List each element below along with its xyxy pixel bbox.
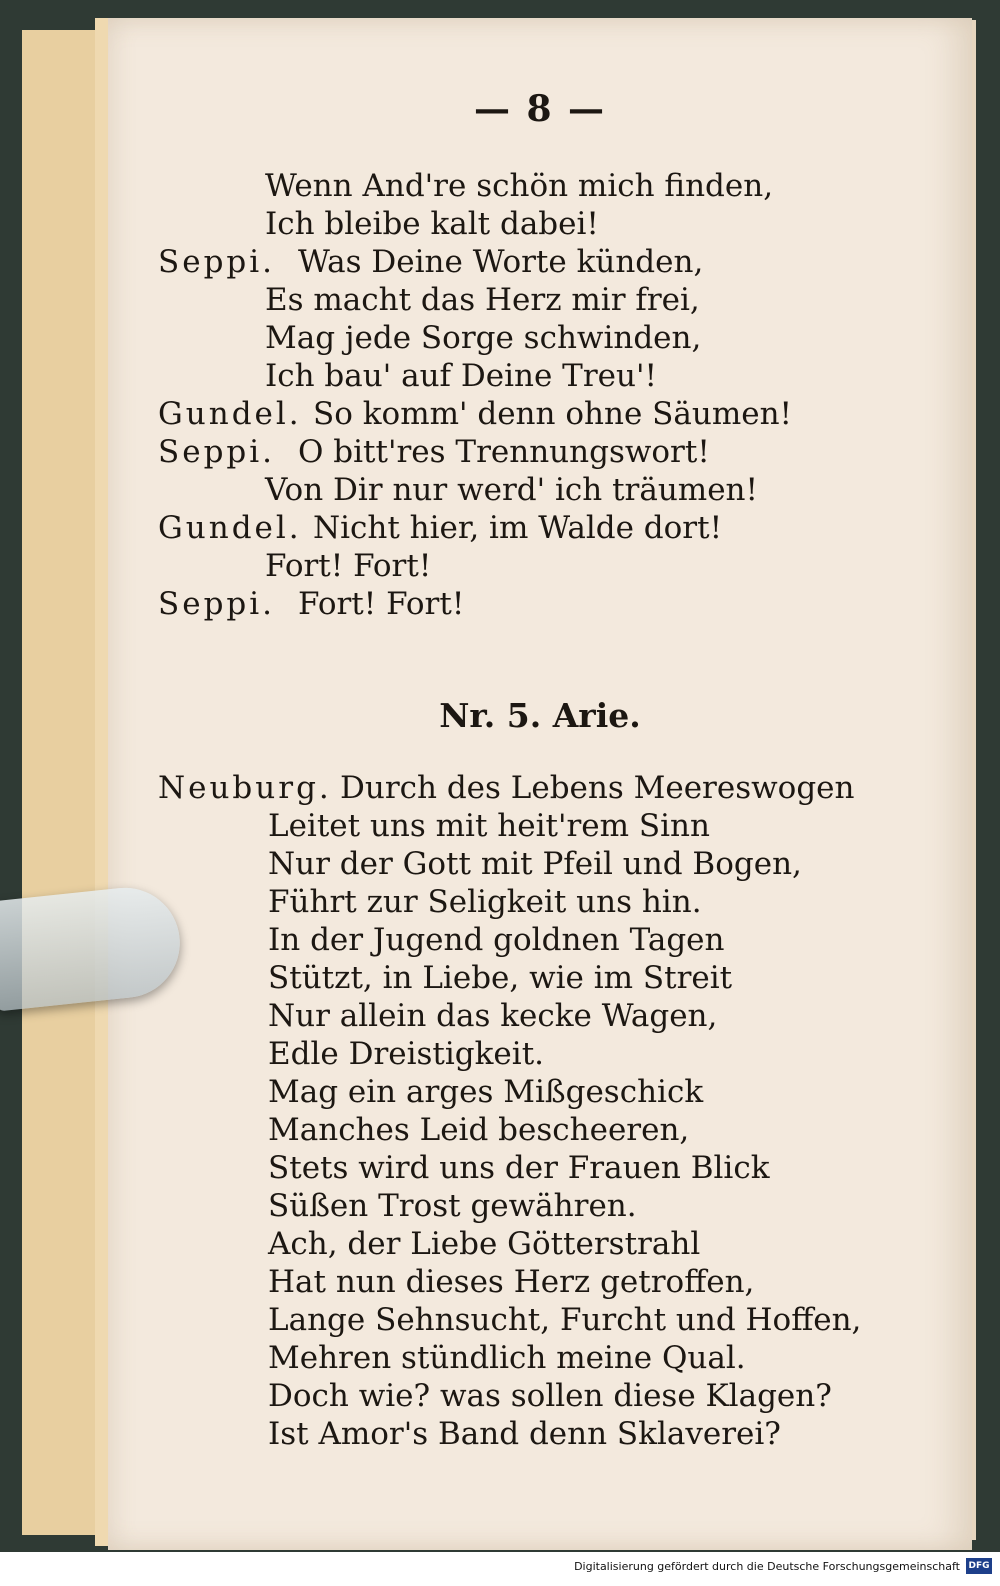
verse-line: Leitet uns mit heit'rem Sinn	[268, 808, 710, 844]
verse-line: Von Dir nur werd' ich träumen!	[265, 472, 758, 508]
verse-line: Süßen Trost gewähren.	[268, 1188, 637, 1224]
verse-line: Hat nun dieses Herz getroffen,	[268, 1264, 755, 1300]
verse-line: Lange Sehnsucht, Furcht und Hoffen,	[268, 1302, 862, 1338]
verse-line: Es macht das Herz mir frei,	[265, 282, 700, 318]
speaker-label: Seppi.	[158, 244, 276, 280]
verse-line: O bitt'res Trennungswort!	[298, 434, 710, 470]
verse-line: Mag ein arges Mißgeschick	[268, 1074, 704, 1110]
verse-line: Nur der Gott mit Pfeil und Bogen,	[268, 846, 802, 882]
verse-line: Stützt, in Liebe, wie im Streit	[268, 960, 733, 996]
verse-line: So komm' denn ohne Säumen!	[313, 396, 792, 432]
speaker-label: Seppi.	[158, 586, 276, 622]
section-heading: Nr. 5. Arie.	[439, 696, 641, 735]
speaker-label: Gundel.	[158, 510, 302, 546]
footer-credit: Digitalisierung gefördert durch die Deutsche Forschungsgemeinschaft	[574, 1560, 960, 1573]
verse-line: Manches Leid bescheeren,	[268, 1112, 690, 1148]
verse-line: Stets wird uns der Frauen Blick	[268, 1150, 770, 1186]
verse-line: Durch des Lebens Meereswogen	[340, 770, 855, 806]
verse-line: Ist Amor's Band denn Sklaverei?	[268, 1416, 781, 1452]
speaker-label: Seppi.	[158, 434, 276, 470]
verse-line: Edle Dreistigkeit.	[268, 1036, 545, 1072]
verse-line: Ich bau' auf Deine Treu'!	[265, 358, 657, 394]
verse-line: Mag jede Sorge schwinden,	[265, 320, 702, 356]
verse-line: Ich bleibe kalt dabei!	[265, 206, 599, 242]
verse-line: Mehren stündlich meine Qual.	[268, 1340, 746, 1376]
page-number: — 8 —	[473, 88, 607, 130]
verse-line: Fort! Fort!	[298, 586, 465, 622]
speaker-label: Neuburg.	[158, 770, 332, 806]
verse-line: Nur allein das kecke Wagen,	[268, 998, 718, 1034]
verse-line: Fort! Fort!	[265, 548, 432, 584]
verse-line: Nicht hier, im Walde dort!	[313, 510, 723, 546]
verse-line: Was Deine Worte künden,	[298, 244, 704, 280]
book-page	[108, 18, 972, 1550]
verse-line: Wenn And're schön mich finden,	[265, 168, 774, 204]
dfg-logo: DFG	[966, 1558, 992, 1574]
verse-line: Ach, der Liebe Götterstrahl	[268, 1226, 701, 1262]
speaker-label: Gundel.	[158, 396, 302, 432]
verse-line: In der Jugend goldnen Tagen	[268, 922, 725, 958]
verse-line: Führt zur Seligkeit uns hin.	[268, 884, 702, 920]
verse-line: Doch wie? was sollen diese Klagen?	[268, 1378, 832, 1414]
